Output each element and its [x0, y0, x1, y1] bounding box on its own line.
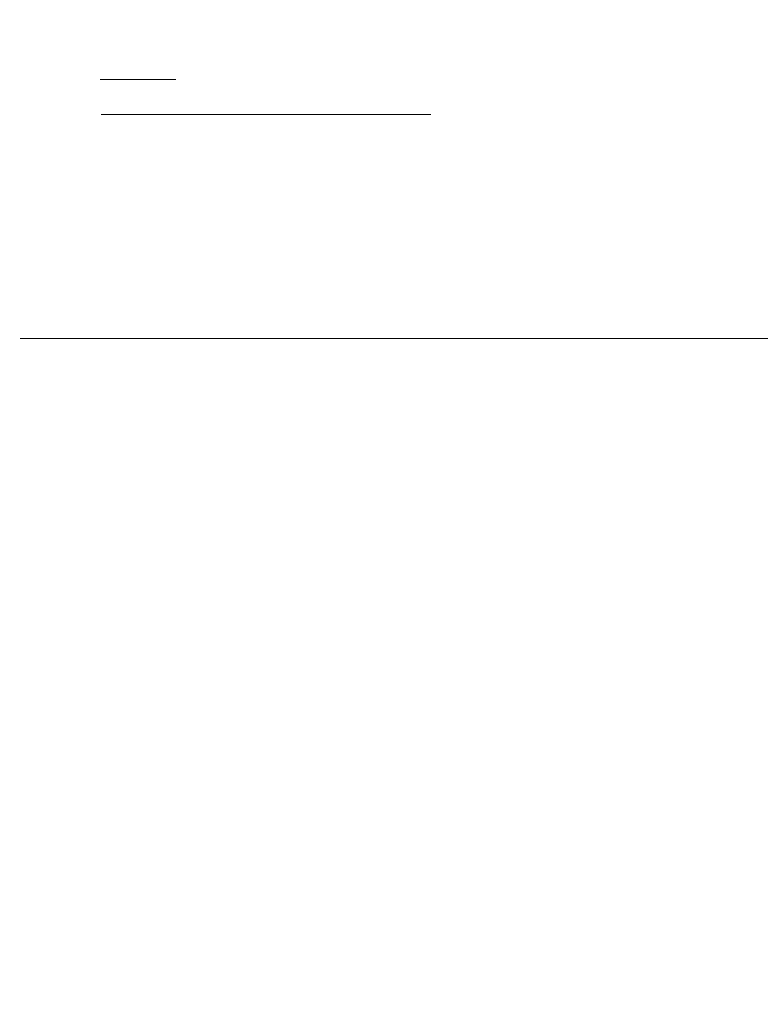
answer-sheet-number: [97, 67, 176, 84]
name-field[interactable]: [101, 100, 431, 115]
name-line: [97, 100, 431, 120]
answer-sheet-number-field[interactable]: [100, 67, 176, 80]
section-divider: [20, 338, 768, 339]
